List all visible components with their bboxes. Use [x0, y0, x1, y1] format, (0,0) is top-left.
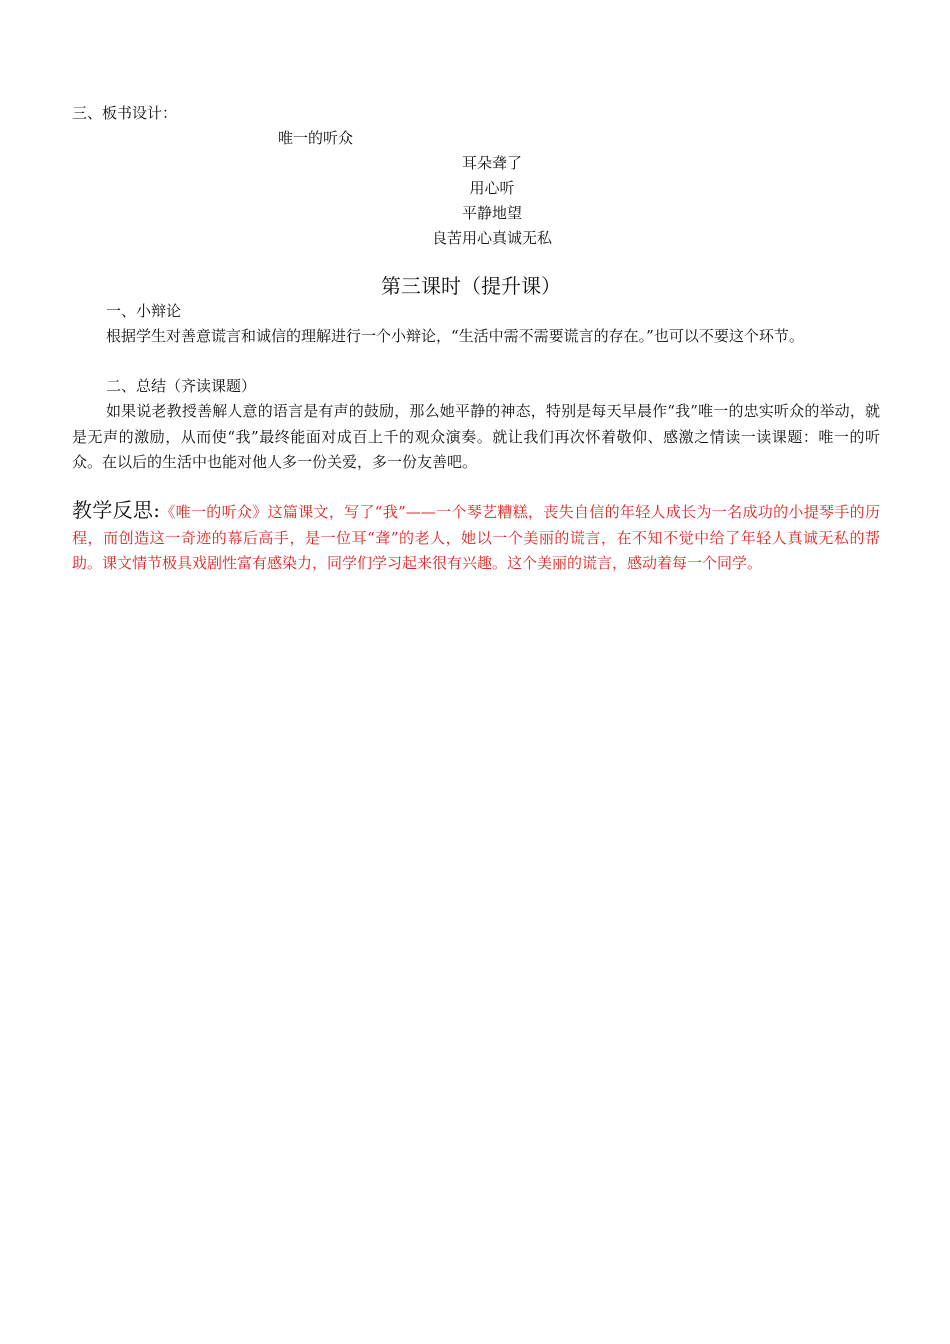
board-design-item: 耳朵聋了	[461, 154, 522, 172]
summary-paragraph: 如果说老教授善解人意的语言是有声的鼓励，那么她平静的神态，特别是每天早晨作“我”唯一的忠实听众的举动，就是无声的激励，从而使“我”最终能面对成百上千的观众演奏。就让我们再次怀着敬仰、感激之情读一读课题：唯一的听众。在以后的生活中也能对他人多一份关爱，多一份友善吧。	[72, 402, 880, 471]
board-design-title: 唯一的听众	[278, 129, 354, 147]
debate-heading: 一、小辩论	[106, 302, 182, 320]
board-design-item: 用心听	[469, 179, 515, 197]
board-design-item: 良苦用心真诚无私	[431, 229, 552, 247]
reflection-label: 教学反思:	[72, 498, 161, 522]
reflection-text: 《唯一的听众》这篇课文，写了“我”——一个琴艺糟糕，丧失自信的年轻人成长为一名成功的小提琴手的历程，而创造这一奇迹的幕后高手，是一位耳“聋”的老人，她以一个美丽的谎言，在不知不觉中给了年轻人真诚无私的帮助。课文情节极具戏剧性富有感染力，同学们学习起来很有兴趣。这个美丽的谎言，感动着每一个同学。	[72, 503, 880, 572]
board-design-heading: 三、板书设计：	[72, 104, 178, 122]
debate-paragraph: 根据学生对善意谎言和诚信的理解进行一个小辩论，“生活中需不需要谎言的存在。”也可以不要这个环节。	[106, 327, 804, 345]
teaching-reflection	[72, 498, 880, 577]
board-design-item: 平静地望	[461, 204, 522, 222]
lesson3-title: 第三课时（提升课）	[381, 274, 561, 298]
summary-heading: 二、总结（齐读课题）	[106, 377, 257, 395]
